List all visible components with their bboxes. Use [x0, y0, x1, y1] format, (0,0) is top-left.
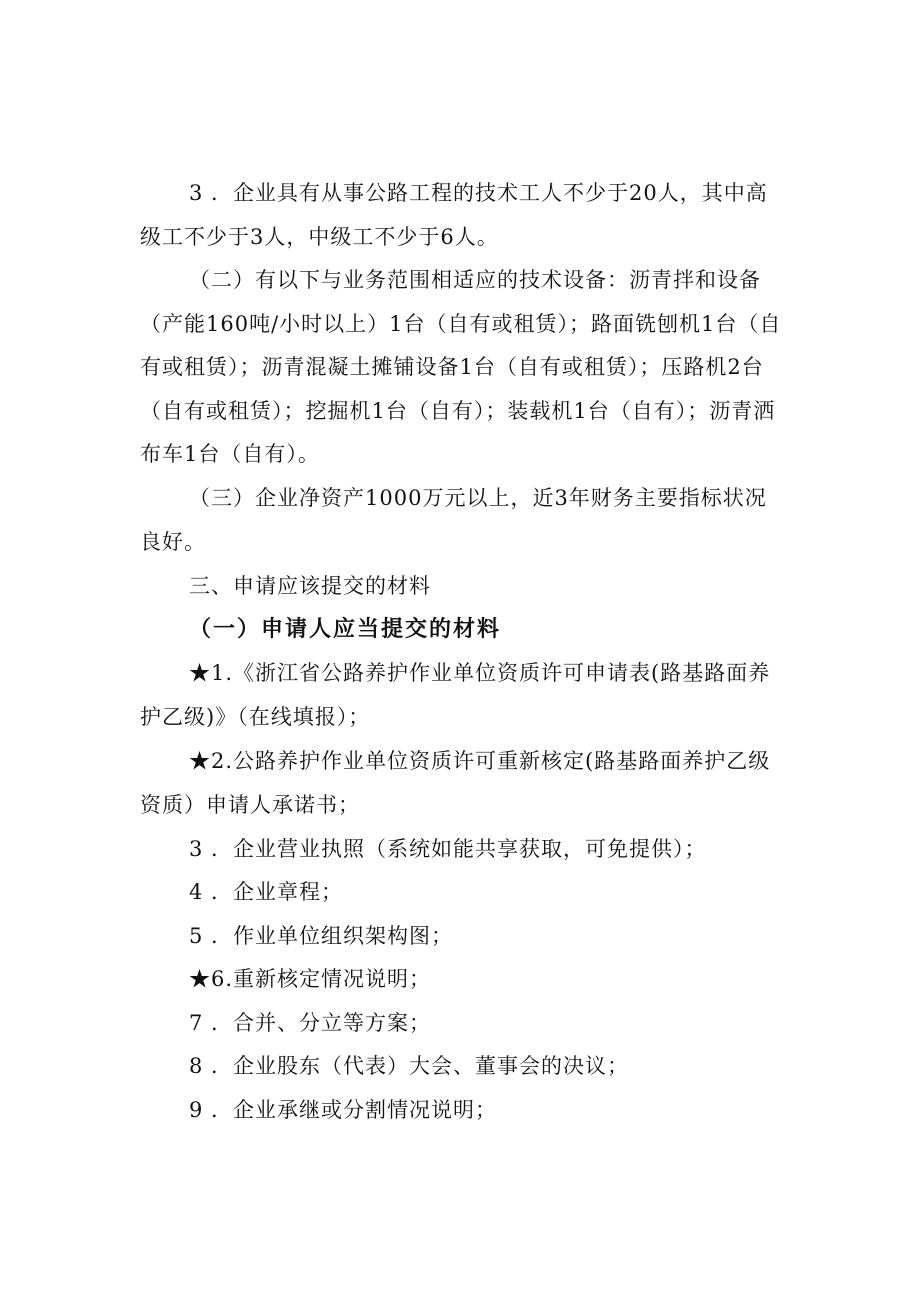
list-item-shareholder-resolution: 8 ．企业股东（代表）大会、董事会的决议；	[189, 1054, 630, 1078]
list-item-org-chart: 5 ．作业单位组织架构图；	[189, 924, 454, 948]
list-item-merger-plan: 7 ．合并、分立等方案；	[189, 1011, 432, 1035]
list-item-succession-statement: 9 ．企业承继或分割情况说明；	[189, 1098, 498, 1122]
section-heading-materials: 三、申请应该提交的材料	[189, 574, 431, 598]
list-item-commitment-letter: ★2.公路养护作业单位资质许可重新核定(路基路面养护乙级资质）申请人承诺书；	[140, 749, 771, 817]
list-item-reassessment-statement: ★6.重新核定情况说明；	[189, 967, 432, 991]
list-item-articles: 4 ．企业章程；	[189, 880, 344, 904]
subheading-applicant-materials: （一）申请人应当提交的材料	[189, 617, 502, 642]
paragraph-technical-workers: 3 ．企业具有从事公路工程的技术工人不少于20人，其中高级工不少于3人，中级工不少于6人。	[140, 181, 768, 249]
list-item-business-license: 3 ．企业营业执照（系统如能共享获取，可免提供）；	[189, 837, 707, 861]
paragraph-technical-equipment: （二）有以下与业务范围相适应的技术设备：沥青拌和设备（产能160吨/小时以上）1台（自有或租赁）；路面铣刨机1台（自有或租赁）；沥青混凝土摊铺设备1台（自有或租赁）；压路机2台（自有或租赁）；挖掘机1台（自有）；装载机1台（自有）；沥青洒布车1台（自有）。	[140, 268, 782, 466]
list-item-application-form: ★1.《浙江省公路养护作业单位资质许可申请表(路基路面养护乙级)》（在线填报）；	[140, 661, 771, 729]
paragraph-net-assets: （三）企业净资产1000万元以上，近3年财务主要指标状况良好。	[140, 486, 767, 554]
